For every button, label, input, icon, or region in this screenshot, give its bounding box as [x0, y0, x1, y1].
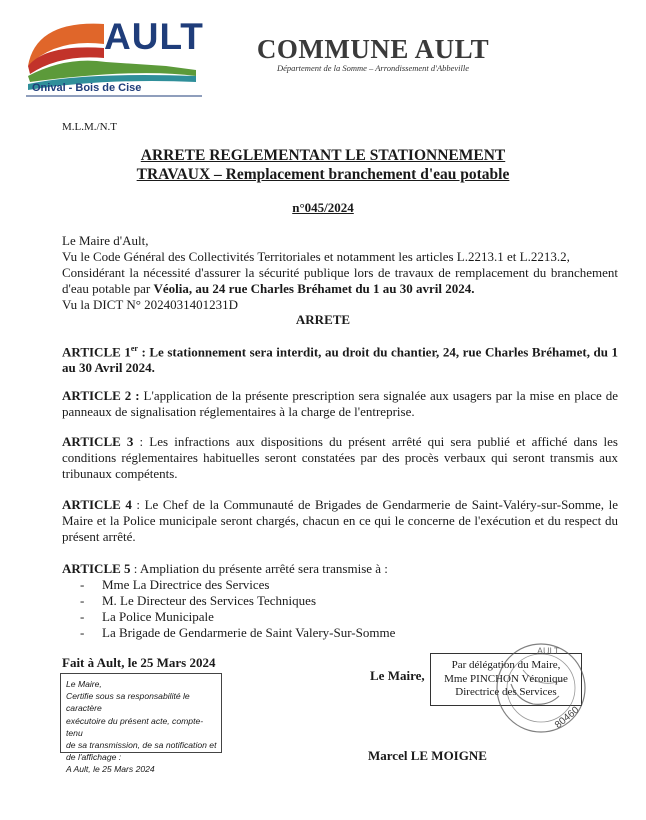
article-1-sup: er [130, 344, 138, 353]
logo-word: AULT [104, 16, 204, 57]
article-3 [62, 434, 618, 482]
recipient-label: M. Le Directeur des Services Techniques [102, 593, 316, 608]
official-seal-stamp [493, 640, 589, 736]
recipient-label: Mme La Directrice des Services [102, 577, 270, 592]
logo-subtitle: Onival - Bois de Cise [32, 82, 142, 94]
delegation-line: Par délégation du Maire, [451, 659, 561, 671]
article-2-label: ARTICLE 2 : [62, 388, 140, 403]
preamble-vu-code: Vu le Code Général des Collectivités Territoriales et notamment les articles L.2213.1 et L.2213.2, [62, 249, 570, 264]
recipient-label: La Police Municipale [102, 609, 214, 624]
article-4-text: : Le Chef de la Communauté de Brigades de Gendarmerie de Saint-Valéry-sur-Somme, le Maire et la Police municipale seront chargés, chacun en ce qui le concerne de l'exécution et du respect du présent arrêté. [62, 497, 619, 544]
cert-line: de sa transmission, de sa notification et [66, 740, 217, 751]
preamble-maire: Le Maire d'Ault, [62, 233, 149, 248]
preamble-vu-dict: Vu la DICT N° 2024031401231D [62, 297, 239, 312]
article-3-text: : Les infractions aux dispositions du présent arrêté qui sera publié et affiché dans les conditions réglementaires habituelles seront constatées par des procès verbaux qui seront transmis aux tribunaux compétents. [62, 434, 618, 481]
article-1-text: : Le stationnement sera interdit, au droit du chantier, 24, rue Charles Bréhamet, du 1 au 30 Avril 2024. [62, 344, 619, 376]
article-5 [62, 561, 618, 577]
cert-line: Certifie sous sa responsabilité le caractère [66, 691, 190, 714]
article-2 [62, 388, 618, 420]
department-line: Département de la Somme – Arrondissement d'Abbeville [276, 63, 470, 73]
article-4 [62, 497, 618, 545]
delegation-line: Mme PINCHON Véronique [444, 672, 568, 685]
commune-logo [26, 14, 202, 102]
cert-line: exécutoire du présent acte, compte-tenu [66, 715, 204, 738]
recipient-label: La Brigade de Gendarmerie de Saint Valery-Sur-Somme [102, 625, 396, 640]
recipient-item: - M. Le Directeur des Services Techniques [80, 593, 316, 608]
recipient-item: - La Brigade de Gendarmerie de Saint Valery-Sur-Somme [80, 625, 396, 640]
article-3-label: ARTICLE 3 [62, 434, 134, 449]
decree-number: n°045/2024 [292, 200, 354, 215]
considerant-text: Considérant la nécessité d'assurer la sécurité publique lors de travaux de remplacement du branchement d'eau potable par [62, 265, 618, 296]
cert-line: Le Maire, [66, 679, 102, 689]
article-5-text: : Ampliation du présente arrêté sera transmise à : [130, 561, 388, 576]
decree-title-line2: TRAVAUX – Remplacement branchement d'eau potable [136, 166, 510, 183]
delegation-line: Directrice des Services [455, 686, 557, 698]
signature-date: Fait à Ault, le 25 Mars 2024 [62, 655, 216, 670]
cert-line: A Ault, le 25 Mars 2024 [66, 764, 155, 775]
article-2-text: L'application de la présente prescription sera signalée aux usagers par la mise en place de panneaux de signalisation réglementaires à la charge de l'entreprise. [62, 388, 619, 419]
cert-line: de l'affichage : [66, 752, 122, 763]
certification-box [60, 673, 222, 775]
article-4-label: ARTICLE 4 [62, 497, 132, 512]
commune-heading: COMMUNE AULT [256, 34, 490, 64]
article-5-label: ARTICLE 5 [62, 561, 131, 576]
article-1 [62, 341, 618, 376]
recipient-item: - La Police Municipale [80, 609, 214, 624]
recipients-list [80, 577, 395, 641]
recipient-item: - Mme La Directrice des Services [80, 577, 270, 592]
decree-title-line1: ARRETE REGLEMENTANT LE STATIONNEMENT [140, 147, 506, 164]
reference-initials: M.L.M./N.T [62, 121, 117, 133]
arrete-heading: ARRETE [295, 312, 351, 327]
article-1-label: ARTICLE 1 [62, 344, 131, 360]
mayor-label: Le Maire, [370, 668, 425, 683]
svg-text:AULT: AULT [537, 646, 560, 656]
svg-text:80460: 80460 [553, 704, 582, 731]
signatory-name: Marcel LE MOIGNE [368, 748, 487, 763]
preamble-considerant [62, 265, 618, 297]
preamble [62, 233, 618, 313]
considerant-bold: Véolia, au 24 rue Charles Bréhamet du 1 au 30 avril 2024. [153, 281, 475, 296]
